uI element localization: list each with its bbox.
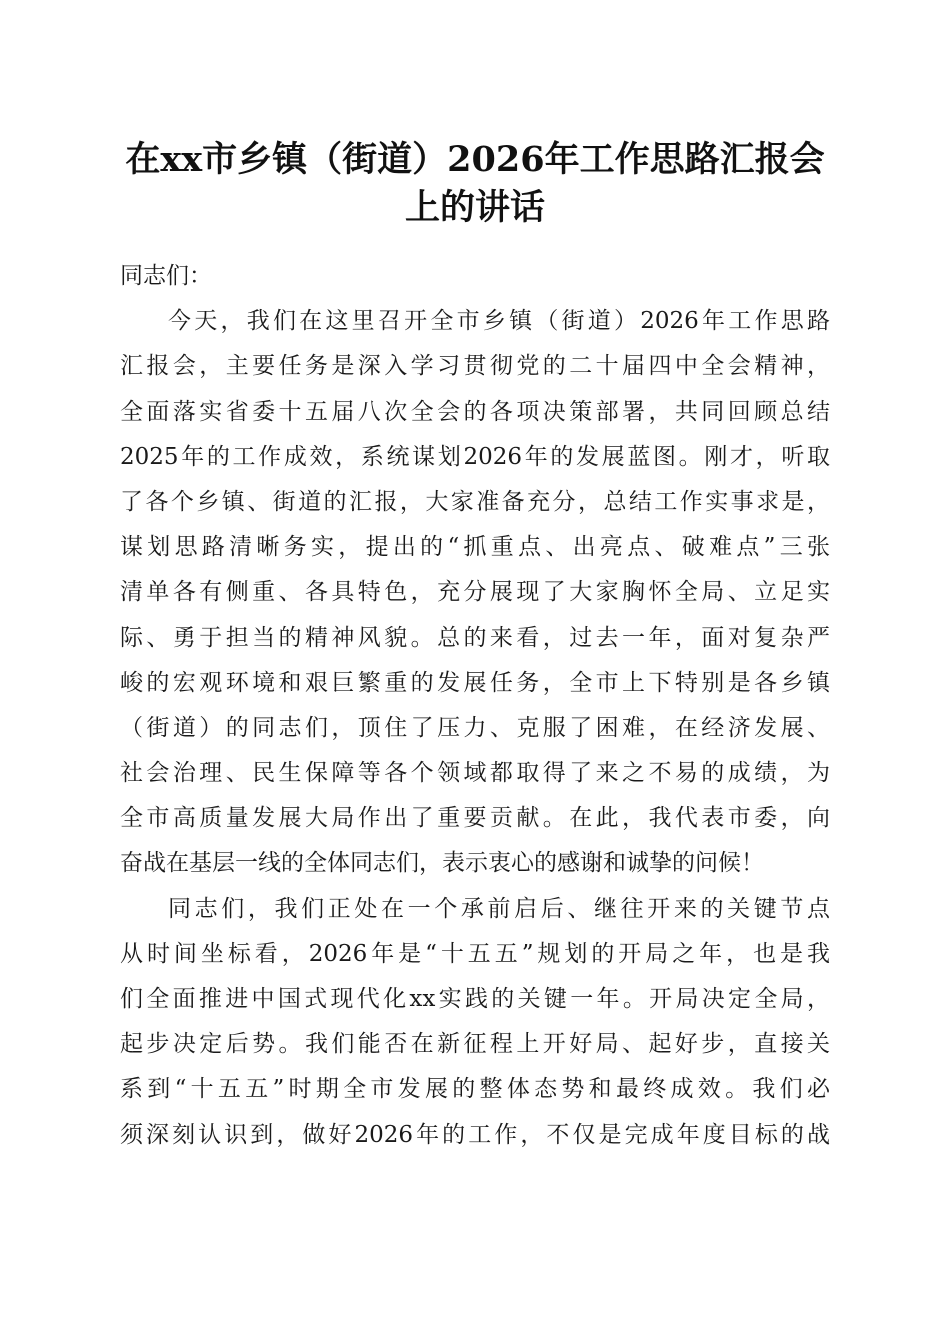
- paragraph-2-line: 们全面推进中国式现代化xx实践的关键一年。开局决定全局，: [120, 986, 830, 1012]
- paragraph-2-line: 从时间坐标看，2026年是“十五五”规划的开局之年，也是我: [120, 940, 830, 967]
- paragraph-2-line: 起步决定后势。我们能否在新征程上开好局、起好步，直接关: [120, 1031, 830, 1058]
- paragraph-1-line: 社会治理、民生保障等各个领域都取得了来之不易的成绩，为: [120, 760, 830, 787]
- paragraph-2-line: 须深刻认识到，做好2026年的工作，不仅是完成年度目标的战: [120, 1121, 830, 1148]
- paragraph-1-line: （街道）的同志们，顶住了压力、克服了困难，在经济发展、: [120, 714, 830, 741]
- paragraph-1-line: 际、勇于担当的精神风貌。总的来看，过去一年，面对复杂严: [120, 624, 830, 651]
- paragraph-1-line: 清单各有侧重、各具特色，充分展现了大家胸怀全局、立足实: [120, 579, 830, 606]
- paragraph-1: [120, 299, 830, 886]
- paragraph-1-line: 峻的宏观环境和艰巨繁重的发展任务，全市上下特别是各乡镇: [120, 669, 830, 696]
- salutation: 同志们：: [120, 263, 212, 289]
- paragraph-1-line: 了各个乡镇、街道的汇报，大家准备充分，总结工作实事求是，: [120, 488, 830, 515]
- paragraph-2: [120, 887, 830, 1158]
- paragraph-1-line: 汇报会，主要任务是深入学习贯彻党的二十届四中全会精神，: [120, 353, 830, 380]
- title-line-2: 上的讲话: [404, 187, 545, 228]
- paragraph-1-line: 奋战在基层一线的全体同志们，表示衷心的感谢和诚挚的问候！: [120, 850, 764, 877]
- title-line-1: 在xx市乡镇（街道）2026年工作思路汇报会: [125, 139, 825, 180]
- paragraph-1-line: 今天，我们在这里召开全市乡镇（街道）2026年工作思路: [168, 308, 830, 335]
- paragraph-1-line: 2025年的工作成效，系统谋划2026年的发展蓝图。刚才，听取: [120, 443, 830, 470]
- document-body: [120, 254, 830, 1158]
- paragraph-1-line: 全市高质量发展大局作出了重要贡献。在此，我代表市委，向: [120, 805, 830, 832]
- paragraph-2-line: 系到“十五五”时期全市发展的整体态势和最终成效。我们必: [120, 1076, 830, 1103]
- paragraph-1-line: 全面落实省委十五届八次全会的各项决策部署，共同回顾总结: [120, 398, 830, 425]
- document-title: [110, 136, 840, 232]
- paragraph-1-line: 谋划思路清晰务实，提出的“抓重点、出亮点、破难点”三张: [120, 534, 830, 561]
- paragraph-2-line: 同志们，我们正处在一个承前启后、继往开来的关键节点: [168, 895, 830, 922]
